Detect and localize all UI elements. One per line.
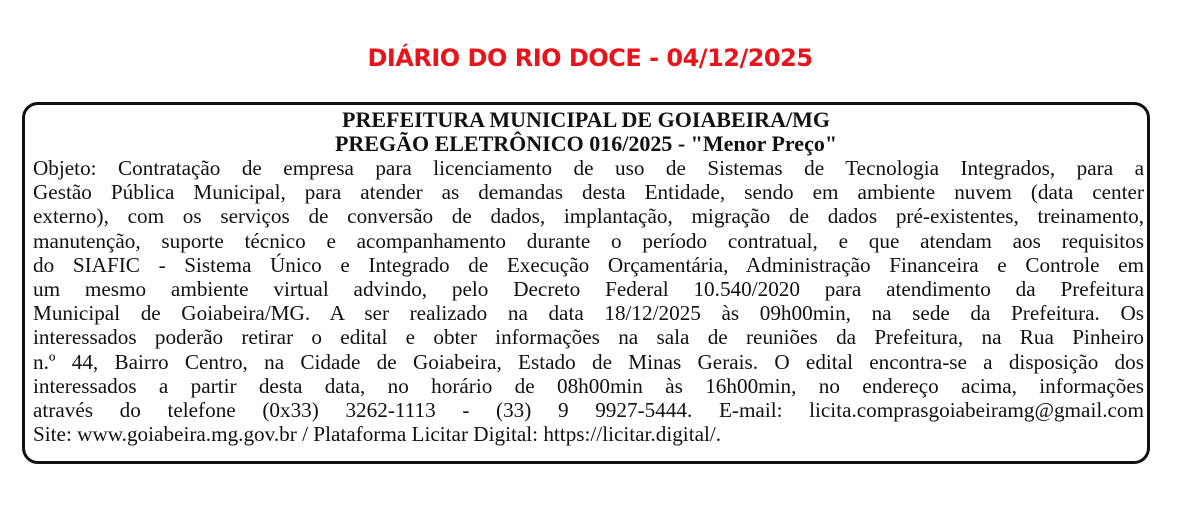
notice-body-line: através do telefone (0x33) 3262-1113 - (33) 9 9927-5444. E-mail: licita.comprasgoiabeiramg@gmail.com bbox=[33, 398, 1144, 423]
notice-body bbox=[33, 156, 1144, 446]
notice-body-line: externo), com os serviços de conversão de dados, implantação, migração de dados pré-existentes, treinamento, bbox=[33, 204, 1144, 229]
notice-heading-municipality: PREFEITURA MUNICIPAL DE GOIABEIRA/MG bbox=[342, 107, 830, 132]
notice-body-line: manutenção, suporte técnico e acompanhamento durante o período contratual, e que atendam aos requisitos bbox=[33, 228, 1144, 253]
notice-body-line: Gestão Pública Municipal, para atender as demandas desta Entidade, sendo em ambiente nuvem (data center bbox=[33, 180, 1144, 205]
notice-body-line: n.º 44, Bairro Centro, na Cidade de Goiabeira, Estado de Minas Gerais. O edital encontra-se a disposição dos bbox=[33, 349, 1144, 374]
newspaper-header-title: DIÁRIO DO RIO DOCE - 04/12/2025 bbox=[367, 44, 813, 72]
notice-body-line: Objeto: Contratação de empresa para licenciamento de uso de Sistemas de Tecnologia Integrados, para a bbox=[33, 156, 1144, 180]
notice-body-line: interessados a partir desta data, no horário de 08h00min às 16h00min, no endereço acima, informações bbox=[33, 373, 1144, 398]
notice-body-line: do SIAFIC - Sistema Único e Integrado de Execução Orçamentária, Administração Financeira e Controle em bbox=[33, 252, 1144, 277]
notice-body-line: interessados poderão retirar o edital e obter informações na sala de reuniões da Prefeitura, na Rua Pinheiro bbox=[33, 325, 1144, 350]
notice-heading-auction: PREGÃO ELETRÔNICO 016/2025 - "Menor Preço" bbox=[334, 131, 838, 156]
notice-body-line: Municipal de Goiabeira/MG. A ser realizado na data 18/12/2025 às 09h00min, na sede da Prefeitura. Os bbox=[33, 301, 1144, 326]
notice-body-line: um mesmo ambiente virtual advindo, pelo Decreto Federal 10.540/2020 para atendimento da Prefeitura bbox=[33, 277, 1144, 302]
notice-body-line: Site: www.goiabeira.mg.gov.br / Plataforma Licitar Digital: https://licitar.digital/. bbox=[33, 422, 722, 447]
